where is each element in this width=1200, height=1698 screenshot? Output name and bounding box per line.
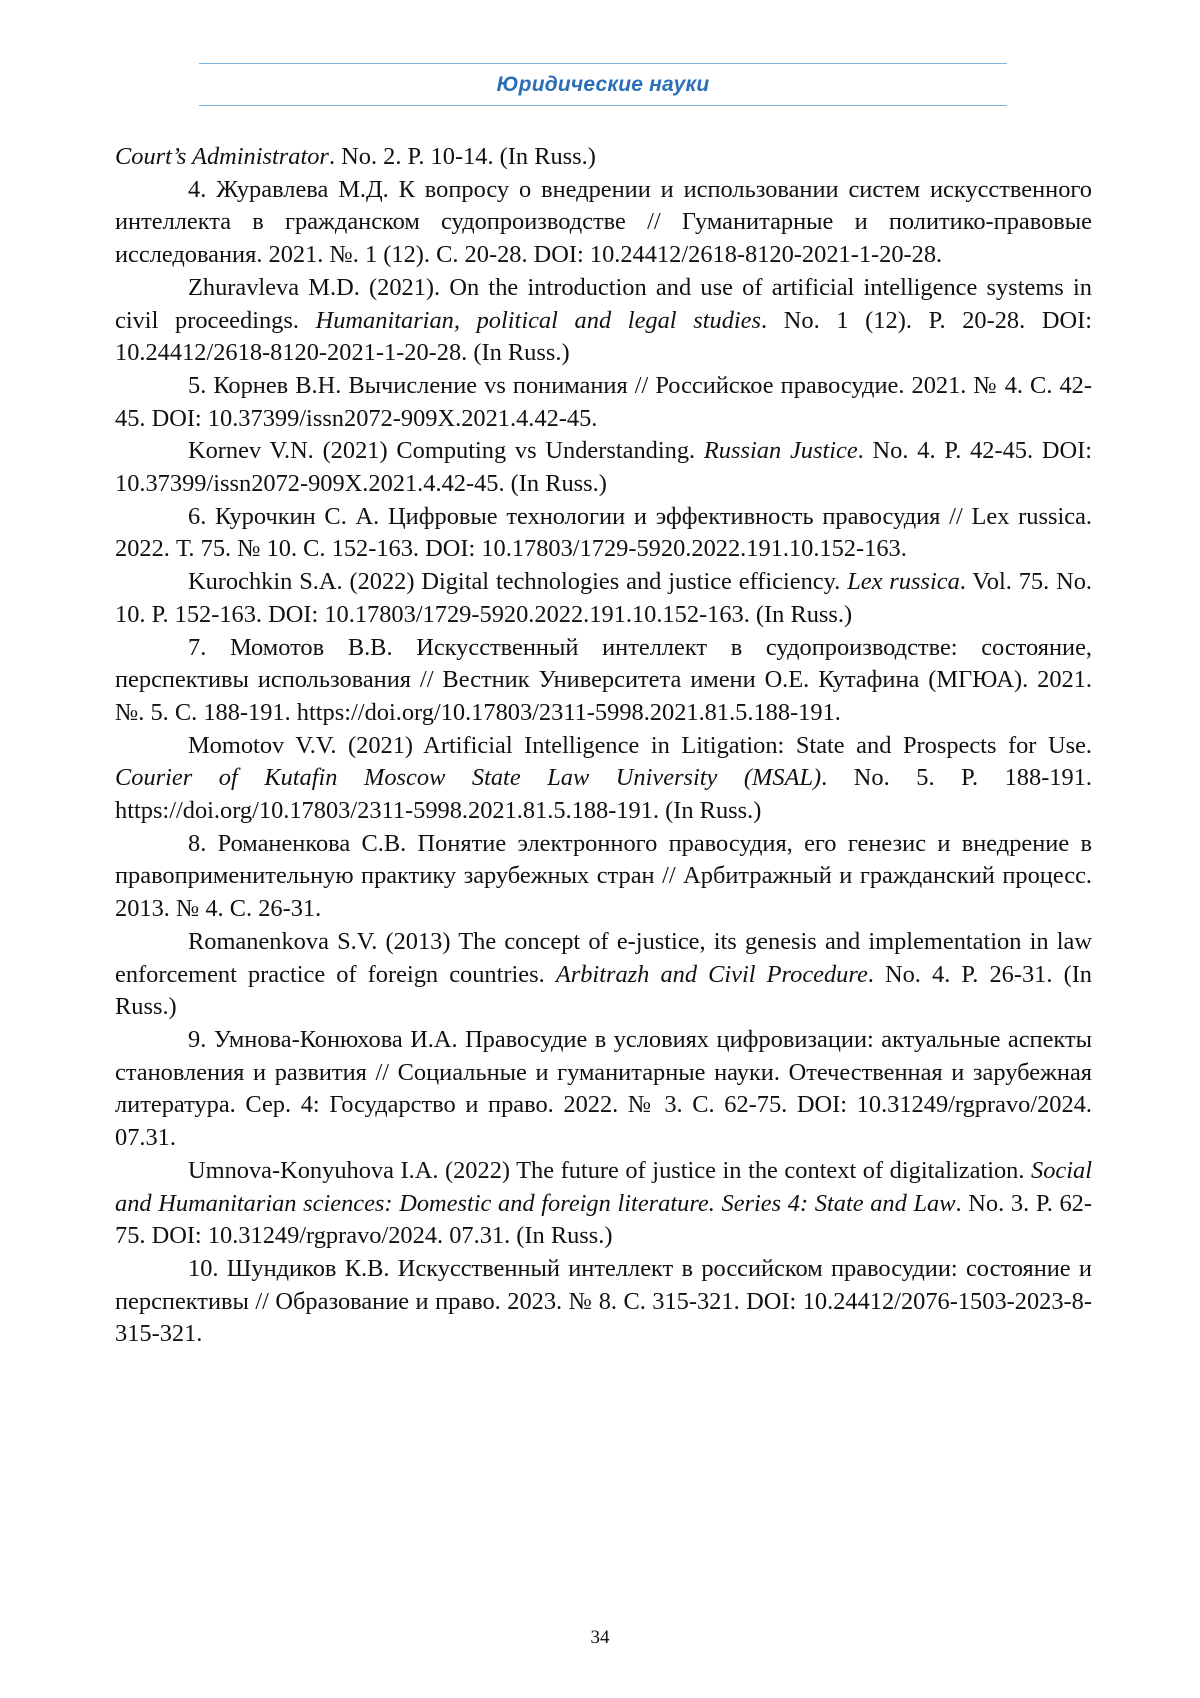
- reference-list: [115, 141, 1092, 1351]
- reference-source-title: Russian Justice: [704, 437, 858, 464]
- reference-text: Momotov V.V. (2021) Artificial Intelligence in Litigation: State and Prospects for Use.: [188, 732, 1092, 759]
- reference-text: Kornev V.N. (2021) Computing vs Understanding.: [188, 437, 704, 464]
- reference-entry: [115, 566, 1092, 631]
- reference-entry: [115, 632, 1092, 730]
- reference-entry: [115, 272, 1092, 370]
- reference-entry: [115, 370, 1092, 435]
- header-title: Юридические науки: [497, 73, 710, 97]
- reference-entry: [115, 1253, 1092, 1351]
- reference-text: 6. Курочкин С. А. Цифровые технологии и эффективность правосудия // Lex russica. 2022. Т. 75. № 10. С. 152-163. DOI: 10.17803/1729-5920.2022.191.10.152-163.: [115, 503, 1092, 563]
- reference-text: Umnova-Konyuhova I.A. (2022) The future of justice in the context of digitalization.: [188, 1157, 1031, 1184]
- reference-text: Romanenkova S.V. (2013) The concept of e-justice, its genesis and implementation in law enforcement practice of foreign countries.: [115, 928, 1092, 988]
- reference-text: 5. Корнев В.Н. Вычисление vs понимания // Российское правосудие. 2021. № 4. С. 42-45. DOI: 10.37399/issn2072-909X.2021.4.42-45.: [115, 372, 1092, 432]
- reference-entry: [115, 501, 1092, 566]
- reference-entry: [115, 1155, 1092, 1253]
- reference-text: . No. 3. P. 62-75. DOI: 10.31249/rgpravo/2024. 07.31. (In Russ.): [115, 1190, 1092, 1250]
- reference-text: . Vol. 75. No. 10. P. 152-163. DOI: 10.17803/1729-5920.2022.191.10.152-163. (In Russ.): [115, 568, 1092, 628]
- reference-entry: [115, 926, 1092, 1024]
- reference-source-title: Social and Humanitarian sciences: Domestic and foreign literature. Series 4: State and Law: [115, 1157, 1092, 1217]
- reference-text: 4. Журавлева М.Д. К вопросу о внедрении и использовании систем искусственного интеллекта в гражданском судопроизводстве // Гуманитарные и политико-правовые исследования. 2021. №. 1 (12). С. 20-28. DOI: 10.24412/2618-8120-2021-1-20-28.: [115, 176, 1092, 268]
- reference-source-title: Arbitrazh and Civil Procedure: [556, 961, 868, 988]
- page-number: 34: [0, 1627, 1200, 1649]
- reference-source-title: Lex russica: [847, 568, 960, 595]
- reference-entry: [115, 1024, 1092, 1155]
- reference-text: 7. Момотов В.В. Искусственный интеллект в судопроизводстве: состояние, перспективы использования // Вестник Университета имени О.Е. Кутафина (МГЮА). 2021. №. 5. С. 188-191. https://doi.org/10.17803/2311-5998.2021.81.5.188-191.: [115, 634, 1092, 726]
- reference-text: 10. Шундиков К.В. Искусственный интеллект в российском правосудии: состояние и перспективы // Образование и право. 2023. № 8. С. 315-321. DOI: 10.24412/2076-1503-2023-8-315-321.: [115, 1255, 1092, 1347]
- reference-text: . No. 4. P. 42-45. DOI: 10.37399/issn2072-909X.2021.4.42-45. (In Russ.): [115, 437, 1092, 497]
- reference-entry: [115, 141, 1092, 174]
- reference-text: 8. Романенкова С.В. Понятие электронного правосудия, его генезис и внедрение в правоприменительную практику зарубежных стран // Арбитражный и гражданский процесс. 2013. № 4. С. 26-31.: [115, 830, 1092, 922]
- reference-entry: [115, 174, 1092, 272]
- reference-source-title: Court’s Administrator: [115, 143, 329, 170]
- reference-text: 9. Умнова-Конюхова И.А. Правосудие в условиях цифровизации: актуальные аспекты становления и развития // Социальные и гуманитарные науки. Отечественная и зарубежная литература. Сер. 4: Государство и право. 2022. № 3. С. 62-75. DOI: 10.31249/rgpravo/2024. 07.31.: [115, 1026, 1092, 1151]
- reference-text: . No. 5. P. 188-191. https://doi.org/10.17803/2311-5998.2021.81.5.188-191. (In Russ.): [115, 764, 1092, 824]
- reference-text: . No. 4. P. 26-31. (In Russ.): [115, 961, 1092, 1021]
- reference-text: Kurochkin S.A. (2022) Digital technologies and justice efficiency.: [188, 568, 847, 595]
- reference-text: Zhuravleva M.D. (2021). On the introduction and use of artificial intelligence systems in civil proceedings.: [115, 274, 1092, 334]
- reference-entry: [115, 828, 1092, 926]
- reference-text: . No. 2. P. 10-14. (In Russ.): [329, 143, 596, 170]
- running-header: [199, 63, 1007, 106]
- reference-source-title: Courier of Kutafin Moscow State Law University (MSAL): [115, 764, 821, 791]
- reference-text: . No. 1 (12). P. 20-28. DOI: 10.24412/2618-8120-2021-1-20-28. (In Russ.): [115, 307, 1092, 367]
- reference-source-title: Humanitarian, political and legal studies: [316, 307, 761, 334]
- reference-entry: [115, 435, 1092, 500]
- reference-entry: [115, 730, 1092, 828]
